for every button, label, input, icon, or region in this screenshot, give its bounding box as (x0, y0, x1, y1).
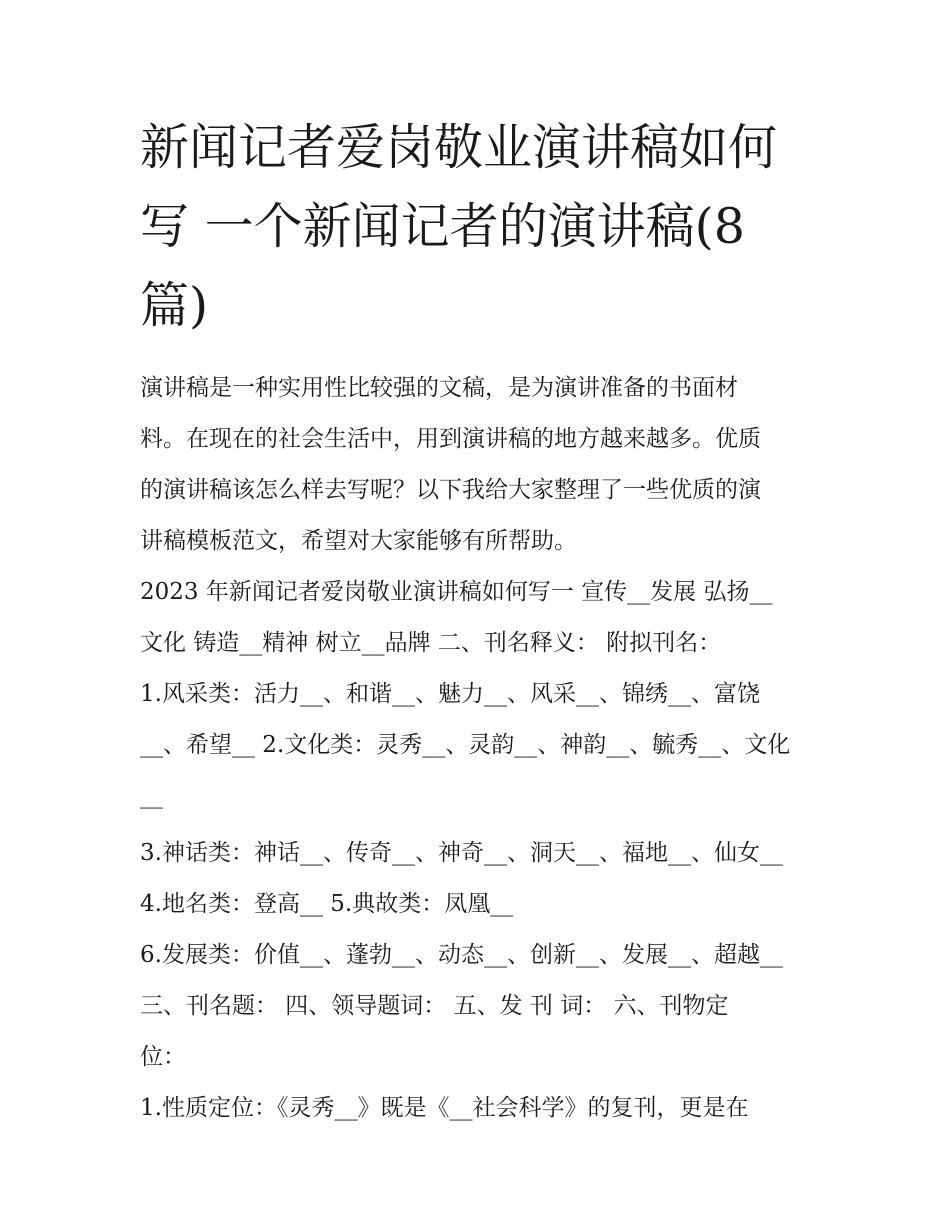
body-paragraph-3 (140, 1083, 830, 1134)
intro-paragraph (140, 363, 830, 567)
title-line: 新闻记者爱岗敬业演讲稿如何 (140, 119, 778, 176)
text-line: __、希望__ 2.文化类：灵秀__、灵韵__、神韵__、毓秀__、文化 (140, 732, 791, 758)
text-line: 1.性质定位：《灵秀__》既是《__社会科学》的复刊，更是在 (140, 1095, 749, 1121)
text-line: 文化 铸造__精神 树立__品牌 二、刊名释义： 附拟刊名： (140, 630, 722, 656)
body-paragraph-1 (140, 567, 830, 822)
text-line: 1.风采类：活力__、和谐__、魅力__、风采__、锦绣__、富饶 (140, 681, 760, 707)
text-line: 3.神话类：神话__、传奇__、神奇__、洞天__、福地__、仙女__ (140, 840, 783, 866)
title-line: 写 一个新闻记者的演讲稿(8 (140, 198, 745, 255)
text-line: __ (140, 783, 163, 809)
text-line: 2023 年新闻记者爱岗敬业演讲稿如何写一 宣传__发展 弘扬__ (140, 579, 773, 605)
text-line: 料。在现在的社会生活中，用到演讲稿的地方越来越多。优质 (140, 426, 761, 452)
text-line: 的演讲稿该怎么样去写呢？以下我给大家整理了一些优质的演 (140, 477, 761, 503)
title-line: 篇) (140, 277, 209, 334)
document-title (140, 108, 830, 345)
text-line: 演讲稿是一种实用性比较强的文稿，是为演讲准备的书面材 (140, 375, 738, 401)
text-line: 6.发展类：价值__、蓬勃__、动态__、创新__、发展__、超越__ (140, 942, 783, 968)
text-line: 讲稿模板范文，希望对大家能够有所帮助。 (140, 528, 577, 554)
text-line: 4.地名类：登高__ 5.典故类：凤凰__ (140, 891, 514, 917)
text-line: 位： (140, 1044, 186, 1070)
document-page (140, 108, 830, 1134)
body-paragraph-2 (140, 828, 830, 1083)
text-line: 三、刊名题： 四、领导题词： 五、发 刊 词： 六、刊物定 (140, 993, 729, 1019)
